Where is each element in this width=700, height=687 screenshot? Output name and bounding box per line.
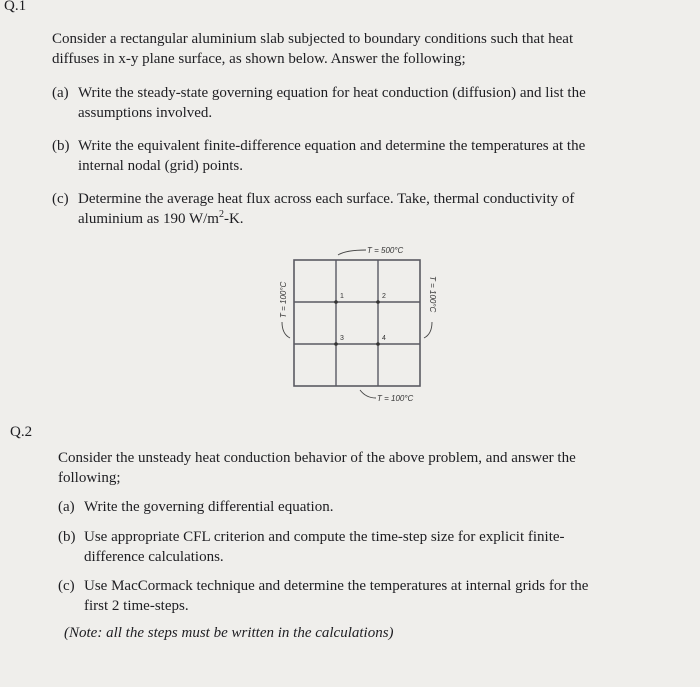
node-label-1: 1 bbox=[340, 293, 344, 300]
q2-intro bbox=[58, 448, 576, 488]
right-boundary-arrow bbox=[424, 322, 432, 338]
q1-part-b-line1: Write the equivalent finite-difference equation and determine the temperatures at the bbox=[78, 138, 586, 154]
q2-part-a-label: (a) bbox=[58, 499, 75, 515]
q2-part-c-label: (c) bbox=[58, 578, 75, 594]
q2-part-b bbox=[58, 527, 678, 567]
q2-intro-line2: following; bbox=[58, 470, 121, 486]
node-dot-3 bbox=[334, 342, 338, 346]
q1-part-c-label: (c) bbox=[52, 191, 69, 207]
q2-part-c bbox=[58, 576, 678, 616]
q1-part-a-line1: Write the steady-state governing equation for heat conduction (diffusion) and list the bbox=[78, 85, 586, 101]
q1-part-c-line2-text: aluminium as 190 W/m bbox=[78, 211, 219, 227]
top-boundary-label: T = 500°C bbox=[367, 246, 404, 255]
node-dot-4 bbox=[376, 342, 380, 346]
q1-part-a-line2: assumptions involved. bbox=[78, 105, 213, 121]
top-boundary-arrow bbox=[338, 250, 366, 255]
q1-part-c-line2 bbox=[78, 209, 574, 229]
slab-grid-figure bbox=[270, 238, 450, 408]
q1-part-a bbox=[52, 83, 672, 123]
q1-part-c bbox=[52, 189, 672, 229]
q1-intro bbox=[52, 29, 573, 69]
slab-outline bbox=[294, 260, 420, 386]
question-1-number: Q.1 bbox=[4, 0, 27, 14]
q1-part-c-line2-unit: -K. bbox=[223, 211, 244, 227]
q1-part-c-exponent: 2 bbox=[218, 209, 224, 220]
q1-part-b-line2: internal nodal (grid) points. bbox=[78, 158, 243, 174]
q1-part-c-line1: Determine the average heat flux across each surface. Take, thermal conductivity of bbox=[78, 191, 575, 207]
node-label-3: 3 bbox=[340, 335, 344, 342]
bottom-boundary-arrow bbox=[360, 390, 376, 398]
q1-intro-line2: diffuses in x-y plane surface, as shown below. Answer the following; bbox=[52, 51, 466, 67]
q2-note: (Note: all the steps must be written in the calculations) bbox=[64, 625, 394, 641]
left-boundary-arrow bbox=[282, 322, 290, 338]
node-dot-2 bbox=[376, 300, 380, 304]
q1-part-b bbox=[52, 136, 672, 176]
left-boundary-label: T = 100°C bbox=[279, 281, 288, 318]
question-2-number: Q.2 bbox=[10, 424, 33, 440]
q2-intro-line1: Consider the unsteady heat conduction behavior of the above problem, and answer the bbox=[58, 450, 576, 466]
node-label-4: 4 bbox=[382, 335, 386, 342]
q2-part-b-line1: Use appropriate CFL criterion and compute the time-step size for explicit finite- bbox=[84, 529, 565, 545]
right-boundary-label: T = 100°C bbox=[428, 276, 437, 313]
q2-part-b-label: (b) bbox=[58, 529, 76, 545]
q2-part-c-line2: first 2 time-steps. bbox=[84, 598, 189, 614]
q2-part-a bbox=[58, 497, 678, 517]
q2-part-b-line2: difference calculations. bbox=[84, 549, 224, 565]
bottom-boundary-label: T = 100°C bbox=[377, 394, 414, 403]
q1-part-a-label: (a) bbox=[52, 85, 69, 101]
q2-part-a-line1: Write the governing differential equation. bbox=[84, 499, 334, 515]
q2-part-c-line1: Use MacCormack technique and determine the temperatures at internal grids for the bbox=[84, 578, 589, 594]
node-label-2: 2 bbox=[382, 293, 386, 300]
q1-part-b-label: (b) bbox=[52, 138, 70, 154]
node-dot-1 bbox=[334, 300, 338, 304]
q1-intro-line1: Consider a rectangular aluminium slab subjected to boundary conditions such that heat bbox=[52, 31, 574, 47]
